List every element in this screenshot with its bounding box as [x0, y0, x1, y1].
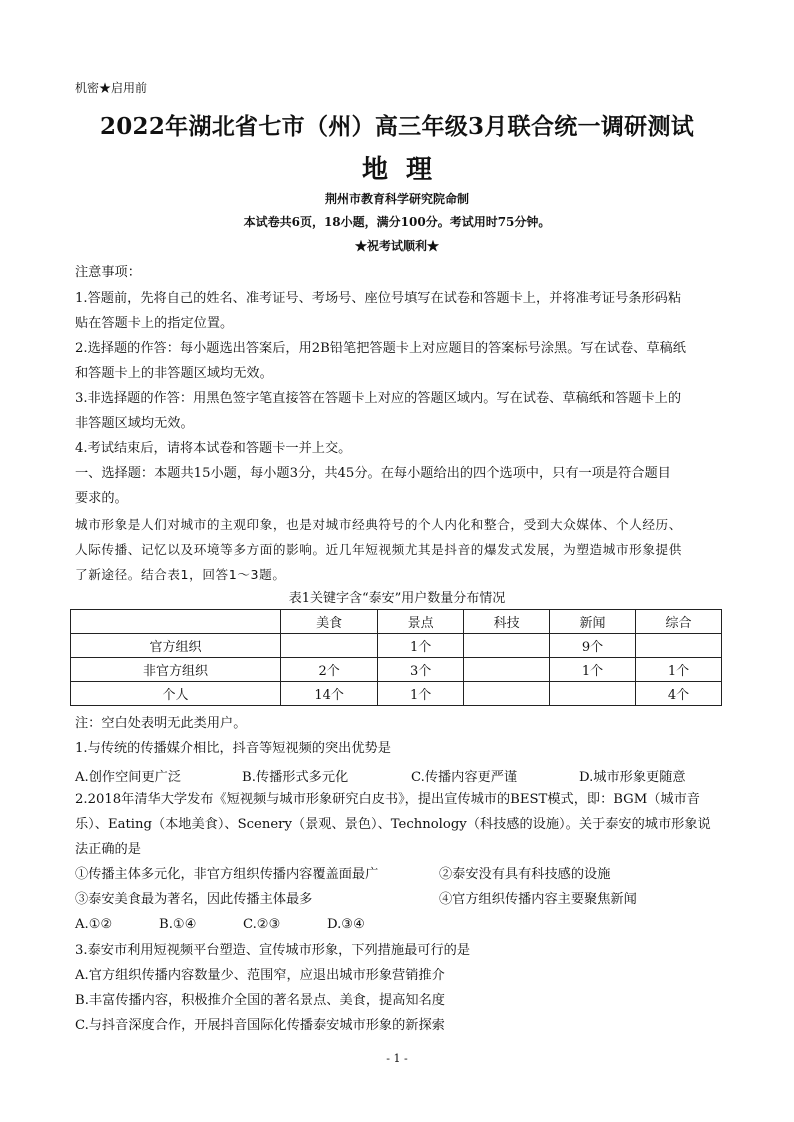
section-1-heading-line-1: 一、选择题：本题共15小题，每小题3分，共45分。在每小题给出的四个选项中，只有一项是符合题目 [75, 466, 671, 481]
q2-option-c: C.②③ [243, 917, 281, 932]
note-4-line: 4.考试结束后，请将本试卷和答题卡一并上交。 [75, 441, 352, 456]
note-1-line-2: 贴在答题卡上的指定位置。 [75, 316, 234, 331]
q2-stem-line-3: 法正确的是 [75, 842, 141, 857]
subject-title: 地理 [361, 155, 450, 185]
q2-statement-1: ①传播主体多元化，非官方组织传播内容覆盖面最广 [75, 867, 379, 882]
exam-title: 2022年湖北省七市（州）高三年级3月联合统一调研测试 [99, 113, 695, 140]
q2-statement-2: ②泰安没有具有科技感的设施 [439, 867, 611, 882]
table-cell: 1个 [550, 658, 636, 682]
table-row [71, 682, 722, 706]
table-cell: 4个 [636, 682, 722, 706]
table-header-cell: 美食 [281, 610, 378, 634]
q3-stem: 3.泰安市利用短视频平台塑造、宣传城市形象，下列措施最可行的是 [75, 943, 471, 958]
table-cell: 1个 [636, 658, 722, 682]
page-number: - 1 - [386, 1052, 408, 1065]
table-caption: 表1关键字含“泰安”用户数量分布情况 [288, 591, 506, 606]
q1-option-b: B.传播形式多元化 [242, 770, 349, 785]
user-distribution-table [70, 609, 722, 706]
note-1-line-1: 1.答题前，先将自己的姓名、准考证号、考场号、座位号填写在试卷和答题卡上，并将准考证号条形码粘 [75, 291, 682, 306]
q2-option-a: A.①② [75, 917, 113, 932]
q2-option-b: B.①④ [159, 917, 197, 932]
table-cell [636, 634, 722, 658]
section-1-heading-line-2: 要求的。 [75, 491, 128, 506]
q1-stem: 1.与传统的传播媒介相比，抖音等短视频的突出优势是 [75, 741, 391, 756]
table-cell: 1个 [378, 634, 464, 658]
note-3-line-1: 3.非选择题的作答：用黑色签字笔直接答在答题卡上对应的答题区域内。写在试卷、草稿纸和答题卡上的 [75, 391, 682, 406]
q2-statement-3: ③泰安美食最为著名，因此传播主体最多 [75, 892, 313, 907]
table-cell [281, 634, 378, 658]
table-note: 注：空白处表明无此类用户。 [75, 716, 247, 731]
note-3-line-2: 非答题区域均无效。 [75, 416, 194, 431]
table-cell [464, 658, 550, 682]
table-cell: 个人 [71, 682, 281, 706]
notes-heading: 注意事项： [75, 265, 141, 280]
q1-option-c: C.传播内容更严谨 [411, 770, 518, 785]
table-row [71, 658, 722, 682]
table-cell: 14个 [281, 682, 378, 706]
table-header-row [71, 610, 722, 634]
table-cell: 非官方组织 [71, 658, 281, 682]
table-header-cell [71, 610, 281, 634]
wish-line: ★祝考试顺利★ [354, 239, 439, 253]
table-cell [464, 634, 550, 658]
q2-stem-line-2: 乐）、Eating（本地美食）、Scenery（景观、景色）、Technology（科技感的设施）。关于泰安的城市形象说 [75, 817, 711, 832]
note-2-line-2: 和答题卡上的非答题区域均无效。 [75, 366, 273, 381]
passage-line-3: 了新途径。结合表1，回答1～3题。 [75, 567, 286, 582]
table-header-cell: 新闻 [550, 610, 636, 634]
table-cell: 2个 [281, 658, 378, 682]
table-header-cell: 科技 [464, 610, 550, 634]
q3-option-a: A.官方组织传播内容数量少、范围窄，应退出城市形象营销推介 [75, 968, 445, 983]
table-header-cell: 综合 [636, 610, 722, 634]
q3-option-b: B.丰富传播内容，积极推介全国的著名景点、美食，提高知名度 [75, 993, 445, 1008]
q2-option-d: D.③④ [327, 917, 365, 932]
table-row [71, 634, 722, 658]
confidential-label: 机密★启用前 [75, 81, 148, 95]
table-cell [550, 682, 636, 706]
table-cell: 9个 [550, 634, 636, 658]
q2-statement-4: ④官方组织传播内容主要聚焦新闻 [439, 892, 637, 907]
passage-line-2: 人际传播、记忆以及环境等多方面的影响。近几年短视频尤其是抖音的爆发式发展，为塑造城市形象提供 [75, 542, 682, 557]
exam-info-line: 本试卷共6页，18小题，满分100分。考试用时75分钟。 [243, 215, 551, 229]
q1-option-d: D.城市形象更随意 [579, 770, 686, 785]
q2-stem-line-1: 2.2018年清华大学发布《短视频与城市形象研究白皮书》，提出宣传城市的BEST模式，即：BGM（城市音 [75, 792, 700, 807]
author-line: 荆州市教育科学研究院命制 [324, 192, 469, 206]
passage-line-1: 城市形象是人们对城市的主观印象，也是对城市经典符号的个人内化和整合，受到大众媒体、个人经历、 [75, 517, 682, 532]
table-cell: 官方组织 [71, 634, 281, 658]
q3-option-c: C.与抖音深度合作，开展抖音国际化传播泰安城市形象的新探索 [75, 1018, 445, 1033]
note-2-line-1: 2.选择题的作答：每小题选出答案后，用2B铅笔把答题卡上对应题目的答案标号涂黑。写在试卷、草稿纸 [75, 341, 686, 356]
q1-option-a: A.创作空间更广泛 [75, 770, 182, 785]
table-cell: 3个 [378, 658, 464, 682]
table-cell [464, 682, 550, 706]
table-cell: 1个 [378, 682, 464, 706]
table-header-cell: 景点 [378, 610, 464, 634]
